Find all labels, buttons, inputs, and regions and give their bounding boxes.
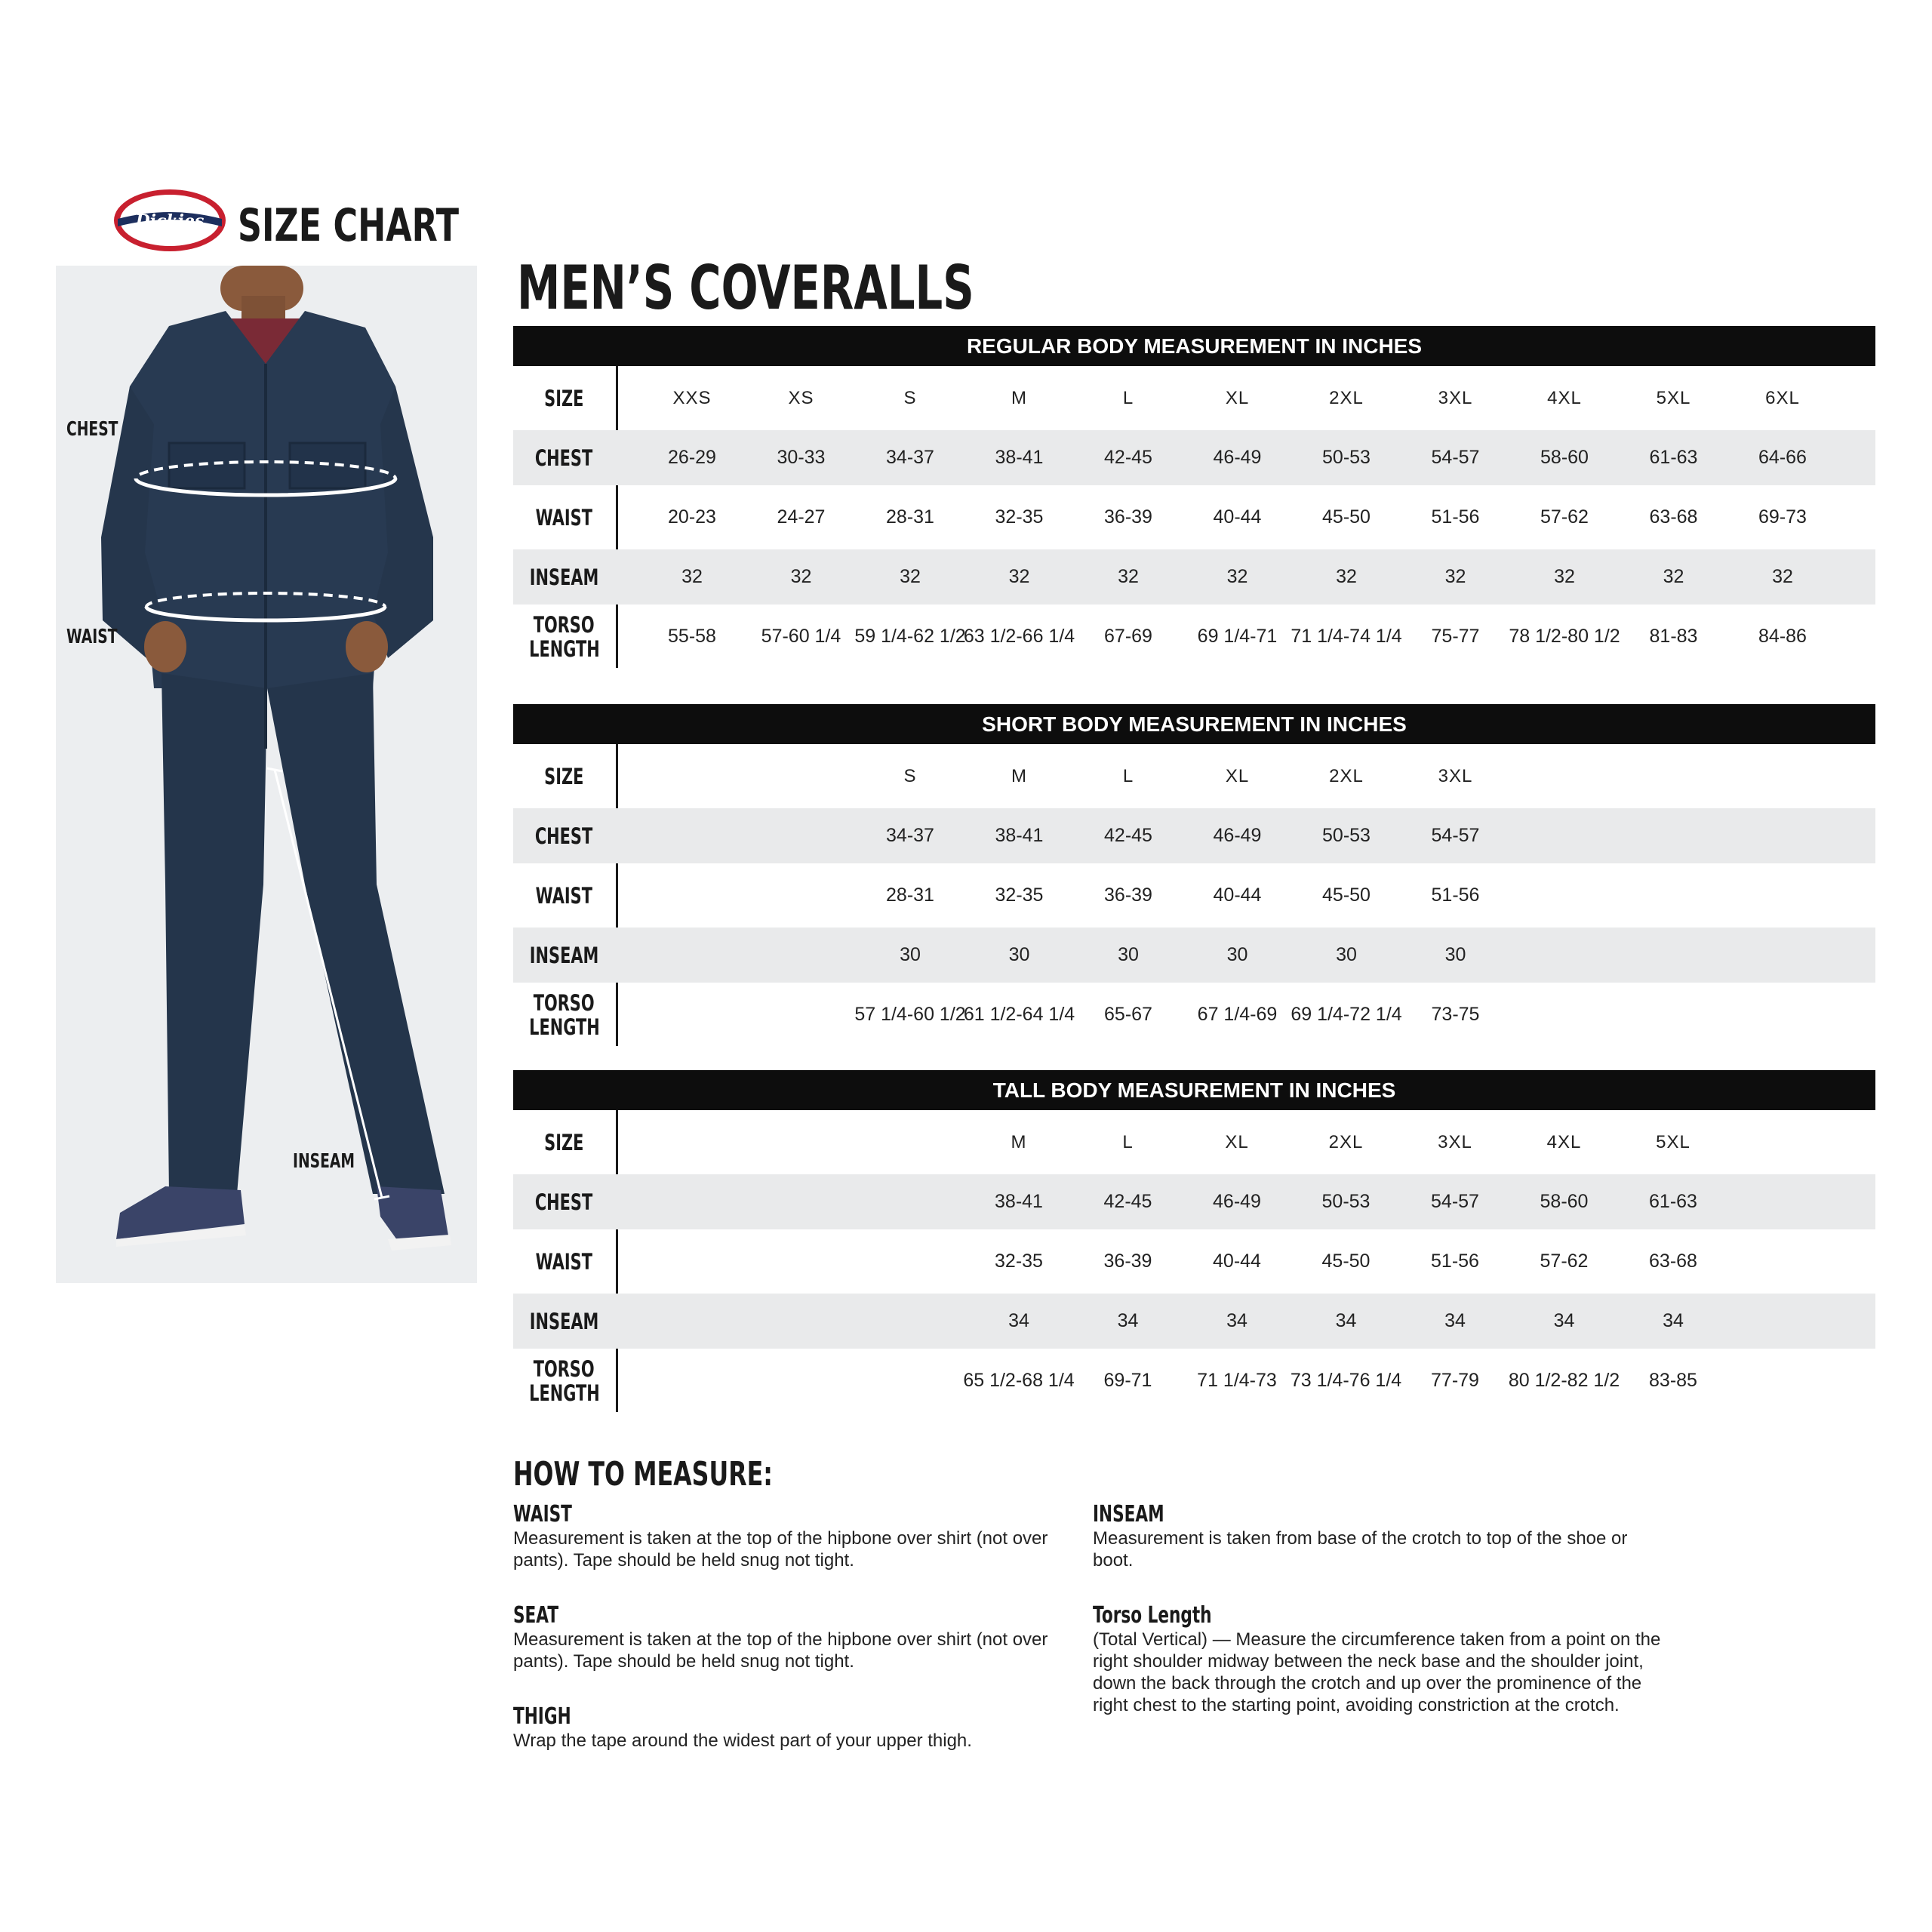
table-row-torso bbox=[513, 605, 1875, 669]
tall-size-table bbox=[513, 1070, 1875, 1413]
table-cell: 67 1/4-69 bbox=[1197, 1004, 1278, 1025]
table-cell: 40-44 bbox=[1213, 1251, 1261, 1272]
table-cell: 30-33 bbox=[777, 447, 826, 468]
table-cell: 51-56 bbox=[1431, 884, 1480, 906]
table-cell: 42-45 bbox=[1104, 447, 1152, 468]
size-header-cell: 2XL bbox=[1329, 387, 1364, 408]
measure-seat-heading: SEAT bbox=[513, 1602, 559, 1629]
table-cell: 32 bbox=[1663, 566, 1684, 587]
table-cell: 24-27 bbox=[777, 506, 826, 528]
row-label-waist: WAIST bbox=[535, 1248, 593, 1275]
size-header-cell: 3XL bbox=[1438, 1131, 1472, 1152]
table-cell: 38-41 bbox=[995, 825, 1044, 846]
table-cell: 36-39 bbox=[1104, 506, 1152, 528]
photo-label-inseam: INSEAM bbox=[293, 1150, 355, 1173]
table-row-waist bbox=[513, 485, 1875, 549]
table-row-inseam bbox=[513, 1294, 1875, 1349]
table-cell: 30 bbox=[1336, 944, 1357, 965]
table-cell: 34 bbox=[1008, 1310, 1029, 1331]
size-header-cell: XS bbox=[788, 387, 814, 408]
regular-size-table bbox=[513, 326, 1875, 669]
table-cell: 28-31 bbox=[886, 506, 934, 528]
table-cell: 65-67 bbox=[1104, 1004, 1152, 1025]
size-chart-title: SIZE CHART bbox=[238, 199, 460, 252]
short-size-table bbox=[513, 704, 1875, 1047]
table-cell: 45-50 bbox=[1322, 884, 1371, 906]
measure-waist bbox=[513, 1502, 1057, 1571]
table-row-waist bbox=[513, 1229, 1875, 1294]
size-header-cell: S bbox=[903, 387, 917, 408]
table-row-chest bbox=[513, 430, 1875, 485]
table-cell: 54-57 bbox=[1431, 1191, 1479, 1212]
size-header-cell: 2XL bbox=[1329, 765, 1364, 786]
table-cell: 63-68 bbox=[1649, 506, 1698, 528]
table-cell: 58-60 bbox=[1540, 1191, 1589, 1212]
logo-text: Dickies bbox=[135, 211, 205, 231]
size-header-cell: 4XL bbox=[1547, 387, 1582, 408]
table-cell: 69-73 bbox=[1758, 506, 1807, 528]
table-cell: 34-37 bbox=[886, 825, 934, 846]
table-cell: 45-50 bbox=[1322, 506, 1371, 528]
table-row-size bbox=[513, 1110, 1875, 1174]
table-cell: 30 bbox=[1226, 944, 1248, 965]
size-header-cell: XXS bbox=[672, 387, 712, 408]
table-cell: 28-31 bbox=[886, 884, 934, 906]
measure-thigh bbox=[513, 1704, 1057, 1752]
table-cell: 32 bbox=[900, 566, 921, 587]
measure-inseam bbox=[1093, 1502, 1636, 1571]
row-label-chest: CHEST bbox=[535, 1189, 593, 1215]
photo-label-waist: WAIST bbox=[66, 626, 118, 648]
table-cell: 32 bbox=[1772, 566, 1793, 587]
table-cell: 34 bbox=[1117, 1310, 1139, 1331]
table-cell: 50-53 bbox=[1322, 447, 1371, 468]
size-header-cell: 5XL bbox=[1656, 1131, 1690, 1152]
table-cell: 34 bbox=[1553, 1310, 1575, 1331]
table-cell: 30 bbox=[1444, 944, 1466, 965]
table-cell: 59 1/4-62 1/2 bbox=[854, 626, 966, 647]
measure-thigh-heading: THIGH bbox=[513, 1703, 571, 1730]
table-cell: 46-49 bbox=[1213, 825, 1262, 846]
measure-thigh-text: Wrap the tape around the widest part of your upper thigh. bbox=[513, 1730, 972, 1751]
table-cell: 57 1/4-60 1/2 bbox=[854, 1004, 966, 1025]
row-label-waist: WAIST bbox=[535, 504, 593, 531]
how-to-measure-title: HOW TO MEASURE: bbox=[513, 1455, 773, 1494]
table-cell: 69-71 bbox=[1103, 1370, 1152, 1391]
table-row-inseam bbox=[513, 549, 1875, 605]
table-cell: 78 1/2-80 1/2 bbox=[1509, 626, 1620, 647]
page-title: MEN’S COVERALLS bbox=[517, 253, 974, 323]
measure-inseam-heading: INSEAM bbox=[1093, 1501, 1164, 1527]
size-header-cell: XL bbox=[1225, 1131, 1249, 1152]
measure-torso-heading: Torso Length bbox=[1093, 1602, 1212, 1629]
row-label-size: SIZE bbox=[544, 385, 584, 411]
size-header-cell: XL bbox=[1225, 765, 1250, 786]
measure-torso-text: (Total Vertical) — Measure the circumference taken from a point on the right shoulder midway between the neck base and the shoulder joint, down the back through the crotch and up over the prominence of the right chest to the starting point, avoiding constriction at the crotch. bbox=[1093, 1629, 1661, 1715]
size-header-cell: M bbox=[1011, 387, 1027, 408]
table-cell: 69 1/4-71 bbox=[1197, 626, 1278, 647]
table-cell: 32 bbox=[1118, 566, 1139, 587]
table-cell: 51-56 bbox=[1431, 506, 1480, 528]
size-header-cell: L bbox=[1122, 387, 1134, 408]
table-cell: 32-35 bbox=[995, 506, 1044, 528]
row-label-torso: TORSO LENGTH bbox=[528, 989, 600, 1040]
table-cell: 73 1/4-76 1/4 bbox=[1290, 1370, 1402, 1391]
size-header-cell: XL bbox=[1225, 387, 1250, 408]
table-cell: 34 bbox=[1335, 1310, 1357, 1331]
table-cell: 83-85 bbox=[1649, 1370, 1697, 1391]
table-cell: 55-58 bbox=[668, 626, 716, 647]
table-cell: 71 1/4-74 1/4 bbox=[1291, 626, 1402, 647]
table-cell: 32 bbox=[790, 566, 812, 587]
row-label-inseam: INSEAM bbox=[529, 564, 599, 590]
row-label-torso: TORSO LENGTH bbox=[528, 611, 600, 662]
table-row-size bbox=[513, 366, 1875, 430]
table-cell: 32 bbox=[1008, 566, 1030, 587]
table-cell: 32 bbox=[1554, 566, 1575, 587]
table-cell: 63 1/2-66 1/4 bbox=[963, 626, 1075, 647]
table-cell: 30 bbox=[1008, 944, 1030, 965]
table-cell: 54-57 bbox=[1431, 825, 1480, 846]
table-cell: 61-63 bbox=[1649, 1191, 1697, 1212]
table-cell: 81-83 bbox=[1649, 626, 1698, 647]
table-row-chest bbox=[513, 808, 1875, 863]
dickies-logo bbox=[113, 189, 226, 252]
table-cell: 20-23 bbox=[668, 506, 716, 528]
table-cell: 30 bbox=[1118, 944, 1139, 965]
table-cell: 45-50 bbox=[1321, 1251, 1371, 1272]
row-label-chest: CHEST bbox=[535, 445, 593, 471]
row-label-waist: WAIST bbox=[535, 882, 593, 909]
table-row-inseam bbox=[513, 928, 1875, 983]
measure-seat bbox=[513, 1603, 1057, 1672]
table-cell: 38-41 bbox=[995, 447, 1044, 468]
regular-table-header: REGULAR BODY MEASUREMENT IN INCHES bbox=[513, 326, 1875, 366]
size-header-cell: 6XL bbox=[1765, 387, 1800, 408]
table-cell: 32-35 bbox=[995, 884, 1044, 906]
table-cell: 67-69 bbox=[1104, 626, 1152, 647]
row-label-size: SIZE bbox=[544, 1129, 584, 1155]
table-cell: 77-79 bbox=[1431, 1370, 1479, 1391]
table-row-torso bbox=[513, 1349, 1875, 1413]
table-cell: 32 bbox=[1444, 566, 1466, 587]
row-label-torso: TORSO LENGTH bbox=[528, 1355, 600, 1406]
table-cell: 61-63 bbox=[1649, 447, 1698, 468]
table-cell: 46-49 bbox=[1213, 447, 1262, 468]
size-header-cell: 3XL bbox=[1438, 387, 1473, 408]
table-cell: 61 1/2-64 1/4 bbox=[963, 1004, 1075, 1025]
short-table-header: SHORT BODY MEASUREMENT IN INCHES bbox=[513, 704, 1875, 744]
tall-table-header: TALL BODY MEASUREMENT IN INCHES bbox=[513, 1070, 1875, 1110]
table-cell: 32 bbox=[1336, 566, 1357, 587]
table-cell: 64-66 bbox=[1758, 447, 1807, 468]
table-cell: 57-62 bbox=[1540, 506, 1589, 528]
photo-label-chest: CHEST bbox=[66, 418, 118, 441]
table-cell: 58-60 bbox=[1540, 447, 1589, 468]
size-header-cell: 4XL bbox=[1546, 1131, 1582, 1152]
measure-seat-text: Measurement is taken at the top of the hipbone over shirt (not over pants). Tape should be held snug not tight. bbox=[513, 1629, 1048, 1672]
table-cell: 50-53 bbox=[1322, 825, 1371, 846]
table-cell: 71 1/4-73 bbox=[1197, 1370, 1277, 1391]
table-cell: 84-86 bbox=[1758, 626, 1807, 647]
table-cell: 32 bbox=[681, 566, 703, 587]
row-label-chest: CHEST bbox=[535, 823, 593, 849]
table-cell: 65 1/2-68 1/4 bbox=[963, 1370, 1075, 1391]
table-cell: 32-35 bbox=[995, 1251, 1043, 1272]
row-label-inseam: INSEAM bbox=[529, 942, 599, 968]
row-label-inseam: INSEAM bbox=[529, 1308, 599, 1334]
table-cell: 69 1/4-72 1/4 bbox=[1291, 1004, 1402, 1025]
table-row-torso bbox=[513, 983, 1875, 1047]
table-cell: 57-60 1/4 bbox=[761, 626, 841, 647]
table-cell: 30 bbox=[900, 944, 921, 965]
measure-torso bbox=[1093, 1603, 1666, 1716]
table-cell: 54-57 bbox=[1431, 447, 1480, 468]
table-cell: 42-45 bbox=[1103, 1191, 1152, 1212]
table-cell: 80 1/2-82 1/2 bbox=[1508, 1370, 1620, 1391]
table-cell: 34 bbox=[1663, 1310, 1684, 1331]
table-cell: 50-53 bbox=[1321, 1191, 1371, 1212]
table-cell: 38-41 bbox=[995, 1191, 1043, 1212]
size-header-cell: L bbox=[1122, 1131, 1134, 1152]
table-cell: 26-29 bbox=[668, 447, 716, 468]
table-cell: 57-62 bbox=[1540, 1251, 1589, 1272]
table-cell: 46-49 bbox=[1213, 1191, 1261, 1212]
size-header-cell: S bbox=[903, 765, 917, 786]
measure-waist-text: Measurement is taken at the top of the hipbone over shirt (not over pants). Tape should be held snug not tight. bbox=[513, 1528, 1048, 1571]
table-cell: 40-44 bbox=[1213, 506, 1262, 528]
table-cell: 75-77 bbox=[1431, 626, 1480, 647]
table-cell: 34 bbox=[1444, 1310, 1466, 1331]
table-row-chest bbox=[513, 1174, 1875, 1229]
table-cell: 40-44 bbox=[1213, 884, 1262, 906]
table-cell: 34 bbox=[1226, 1310, 1247, 1331]
table-cell: 51-56 bbox=[1431, 1251, 1479, 1272]
row-label-size: SIZE bbox=[544, 763, 584, 789]
coverall-illustration bbox=[56, 266, 477, 1283]
table-cell: 32 bbox=[1226, 566, 1248, 587]
table-cell: 63-68 bbox=[1649, 1251, 1697, 1272]
table-cell: 36-39 bbox=[1103, 1251, 1152, 1272]
table-cell: 36-39 bbox=[1104, 884, 1152, 906]
table-cell: 42-45 bbox=[1104, 825, 1152, 846]
measure-waist-heading: WAIST bbox=[513, 1501, 572, 1527]
size-header-cell: 5XL bbox=[1656, 387, 1691, 408]
size-header-cell: M bbox=[1011, 1131, 1027, 1152]
size-header-cell: 2XL bbox=[1328, 1131, 1364, 1152]
size-header-cell: L bbox=[1122, 765, 1134, 786]
measure-inseam-text: Measurement is taken from base of the crotch to top of the shoe or boot. bbox=[1093, 1528, 1628, 1571]
table-cell: 34-37 bbox=[886, 447, 934, 468]
table-cell: 73-75 bbox=[1431, 1004, 1480, 1025]
size-header-cell: 3XL bbox=[1438, 765, 1473, 786]
model-photo bbox=[56, 266, 477, 1283]
table-row-waist bbox=[513, 863, 1875, 928]
table-row-size bbox=[513, 744, 1875, 808]
size-header-cell: M bbox=[1011, 765, 1027, 786]
